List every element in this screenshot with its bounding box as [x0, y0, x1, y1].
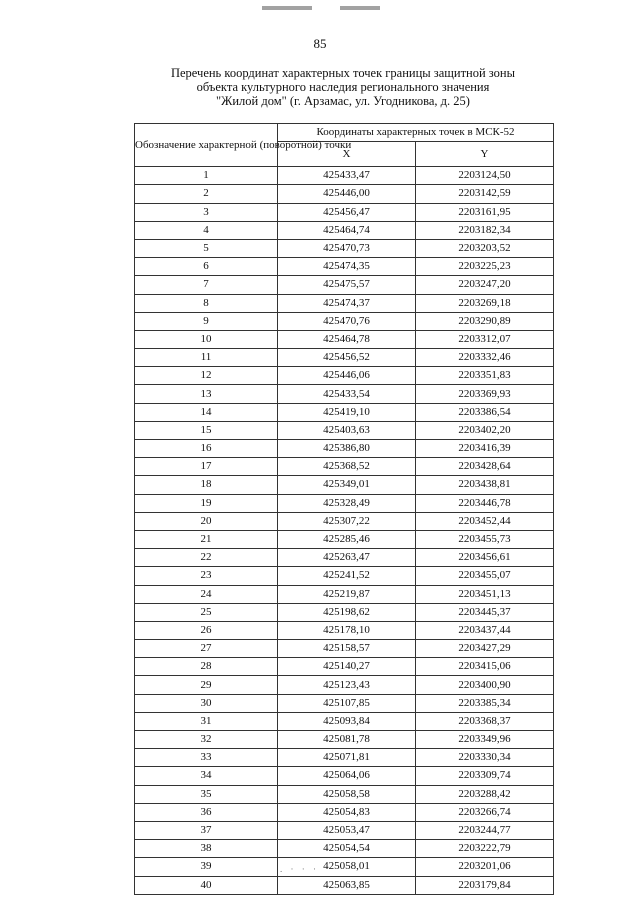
y-coordinate-cell: 2203402,20 [416, 421, 554, 439]
y-coordinate-cell: 2203427,29 [416, 640, 554, 658]
table-row [135, 876, 554, 894]
point-number-cell: 35 [135, 785, 278, 803]
point-number-cell: 31 [135, 712, 278, 730]
x-coordinate-cell: 425285,46 [278, 530, 416, 548]
x-coordinate-cell: 425474,37 [278, 294, 416, 312]
table-row [135, 731, 554, 749]
y-coordinate-cell: 2203124,50 [416, 167, 554, 185]
table-row [135, 349, 554, 367]
table-row [135, 840, 554, 858]
x-coordinate-cell: 425178,10 [278, 621, 416, 639]
y-coordinate-cell: 2203455,73 [416, 530, 554, 548]
y-coordinate-cell: 2203451,13 [416, 585, 554, 603]
x-coordinate-cell: 425446,00 [278, 185, 416, 203]
y-coordinate-cell: 2203415,06 [416, 658, 554, 676]
x-coordinate-cell: 425053,47 [278, 821, 416, 839]
x-coordinate-cell: 425140,27 [278, 658, 416, 676]
x-coordinate-cell: 425054,83 [278, 803, 416, 821]
x-coordinate-cell: 425446,06 [278, 367, 416, 385]
table-row [135, 458, 554, 476]
table-row [135, 367, 554, 385]
y-coordinate-cell: 2203244,77 [416, 821, 554, 839]
x-coordinate-cell: 425474,35 [278, 258, 416, 276]
y-coordinate-cell: 2203330,34 [416, 749, 554, 767]
document-title [0, 66, 640, 108]
point-number-cell: 20 [135, 512, 278, 530]
table-row [135, 530, 554, 548]
x-coordinate-cell: 425433,54 [278, 385, 416, 403]
table-row [135, 512, 554, 530]
table-row [135, 312, 554, 330]
table-row [135, 494, 554, 512]
coordinates-header: Координаты характерных точек в МСК-52 [278, 124, 554, 142]
x-coordinate-cell: 425328,49 [278, 494, 416, 512]
table-row [135, 749, 554, 767]
x-coordinate-cell: 425403,63 [278, 421, 416, 439]
x-coordinate-cell: 425349,01 [278, 476, 416, 494]
point-number-cell: 9 [135, 312, 278, 330]
table-row [135, 185, 554, 203]
table-row [135, 385, 554, 403]
point-number-cell: 25 [135, 603, 278, 621]
x-coordinate-cell: 425433,47 [278, 167, 416, 185]
point-number-cell: 15 [135, 421, 278, 439]
y-coordinate-cell: 2203386,54 [416, 403, 554, 421]
point-number-cell: 34 [135, 767, 278, 785]
table-row [135, 294, 554, 312]
x-coordinate-cell: 425456,47 [278, 203, 416, 221]
x-coordinate-cell: 425158,57 [278, 640, 416, 658]
table-row [135, 858, 554, 876]
x-coordinate-cell: 425464,78 [278, 330, 416, 348]
x-coordinate-cell: 425475,57 [278, 276, 416, 294]
coordinates-body [135, 167, 554, 895]
point-number-cell: 33 [135, 749, 278, 767]
table-row [135, 694, 554, 712]
table-row [135, 167, 554, 185]
x-coordinate-cell: 425064,06 [278, 767, 416, 785]
y-coordinate-cell: 2203385,34 [416, 694, 554, 712]
point-number-cell: 37 [135, 821, 278, 839]
title-line: объекта культурного наследия регионального значения [196, 80, 490, 94]
point-number-cell: 2 [135, 185, 278, 203]
y-coordinate-cell: 2203455,07 [416, 567, 554, 585]
title-line: Перечень координат характерных точек границы защитной зоны [170, 66, 516, 80]
y-coordinate-cell: 2203161,95 [416, 203, 554, 221]
table-row [135, 640, 554, 658]
x-coordinate-cell: 425464,74 [278, 221, 416, 239]
x-coordinate-cell: 425058,58 [278, 785, 416, 803]
x-coordinate-cell: 425470,76 [278, 312, 416, 330]
y-coordinate-cell: 2203368,37 [416, 712, 554, 730]
y-coordinate-cell: 2203351,83 [416, 367, 554, 385]
point-number-cell: 16 [135, 440, 278, 458]
x-coordinate-cell: 425456,52 [278, 349, 416, 367]
y-coordinate-cell: 2203456,61 [416, 549, 554, 567]
y-coordinate-cell: 2203290,89 [416, 312, 554, 330]
y-coordinate-cell: 2203142,59 [416, 185, 554, 203]
point-number-cell: 14 [135, 403, 278, 421]
point-number-cell: 29 [135, 676, 278, 694]
point-number-cell: 17 [135, 458, 278, 476]
y-coordinate-cell: 2203203,52 [416, 239, 554, 257]
point-number-cell: 21 [135, 530, 278, 548]
table-row [135, 585, 554, 603]
y-coordinate-cell: 2203269,18 [416, 294, 554, 312]
scan-artifact [340, 6, 380, 10]
point-number-cell: 1 [135, 167, 278, 185]
y-coordinate-cell: 2203452,44 [416, 512, 554, 530]
table-row [135, 549, 554, 567]
point-number-cell: 4 [135, 221, 278, 239]
point-number-cell: 8 [135, 294, 278, 312]
point-number-cell: 18 [135, 476, 278, 494]
y-coordinate-cell: 2203400,90 [416, 676, 554, 694]
x-coordinate-cell: 425054,54 [278, 840, 416, 858]
point-number-cell: 22 [135, 549, 278, 567]
point-number-cell: 26 [135, 621, 278, 639]
point-number-cell: 30 [135, 694, 278, 712]
y-coordinate-cell: 2203438,81 [416, 476, 554, 494]
y-coordinate-cell: 2203332,46 [416, 349, 554, 367]
table-row [135, 567, 554, 585]
page-number: 85 [313, 36, 327, 51]
x-coordinate-cell: 425093,84 [278, 712, 416, 730]
y-coordinate-cell: 2203179,84 [416, 876, 554, 894]
x-coordinate-cell: 425307,22 [278, 512, 416, 530]
table-row [135, 621, 554, 639]
point-number-cell: 27 [135, 640, 278, 658]
y-coordinate-cell: 2203437,44 [416, 621, 554, 639]
scan-artifact: . · · · [280, 864, 319, 874]
coordinates-table [134, 123, 554, 895]
y-coordinate-cell: 2203182,34 [416, 221, 554, 239]
point-designation-header: Обозначение характерной (поворотной) точки [135, 124, 278, 167]
table-row [135, 803, 554, 821]
x-coordinate-cell: 425470,73 [278, 239, 416, 257]
y-coordinate-cell: 2203416,39 [416, 440, 554, 458]
table-row [135, 258, 554, 276]
point-number-cell: 12 [135, 367, 278, 385]
x-coordinate-cell: 425241,52 [278, 567, 416, 585]
x-coordinate-cell: 425419,10 [278, 403, 416, 421]
x-coordinate-cell: 425107,85 [278, 694, 416, 712]
x-coordinate-cell: 425058,01 [278, 858, 416, 876]
point-number-cell: 10 [135, 330, 278, 348]
point-number-cell: 3 [135, 203, 278, 221]
y-coordinate-cell: 2203222,79 [416, 840, 554, 858]
x-column-header: X [278, 142, 416, 167]
point-number-cell: 13 [135, 385, 278, 403]
table-row [135, 239, 554, 257]
point-number-cell: 23 [135, 567, 278, 585]
table-row [135, 421, 554, 439]
table-row [135, 785, 554, 803]
table-row [135, 767, 554, 785]
y-coordinate-cell: 2203446,78 [416, 494, 554, 512]
title-line: "Жилой дом" (г. Арзамас, ул. Угодникова, д. 25) [216, 94, 470, 108]
y-coordinate-cell: 2203247,20 [416, 276, 554, 294]
x-coordinate-cell: 425081,78 [278, 731, 416, 749]
y-coordinate-cell: 2203288,42 [416, 785, 554, 803]
table-row [135, 658, 554, 676]
table-row [135, 476, 554, 494]
point-number-cell: 40 [135, 876, 278, 894]
x-coordinate-cell: 425198,62 [278, 603, 416, 621]
table-row [135, 276, 554, 294]
x-coordinate-cell: 425219,87 [278, 585, 416, 603]
table-row [135, 403, 554, 421]
point-number-cell: 28 [135, 658, 278, 676]
x-coordinate-cell: 425123,43 [278, 676, 416, 694]
point-number-cell: 11 [135, 349, 278, 367]
y-coordinate-cell: 2203266,74 [416, 803, 554, 821]
x-coordinate-cell: 425071,81 [278, 749, 416, 767]
table-row [135, 676, 554, 694]
point-number-cell: 5 [135, 239, 278, 257]
x-coordinate-cell: 425063,85 [278, 876, 416, 894]
y-coordinate-cell: 2203225,23 [416, 258, 554, 276]
point-number-cell: 7 [135, 276, 278, 294]
table-row [135, 330, 554, 348]
y-coordinate-cell: 2203349,96 [416, 731, 554, 749]
y-coordinate-cell: 2203309,74 [416, 767, 554, 785]
point-number-cell: 39 [135, 858, 278, 876]
scan-artifact [262, 6, 312, 10]
table-row [135, 603, 554, 621]
point-number-cell: 6 [135, 258, 278, 276]
table-row [135, 440, 554, 458]
table-row [135, 712, 554, 730]
y-coordinate-cell: 2203312,07 [416, 330, 554, 348]
table-row [135, 221, 554, 239]
y-coordinate-cell: 2203201,06 [416, 858, 554, 876]
y-column-header: Y [416, 142, 554, 167]
point-number-cell: 32 [135, 731, 278, 749]
y-coordinate-cell: 2203445,37 [416, 603, 554, 621]
y-coordinate-cell: 2203369,93 [416, 385, 554, 403]
point-number-cell: 24 [135, 585, 278, 603]
table-row [135, 821, 554, 839]
table-row [135, 203, 554, 221]
y-coordinate-cell: 2203428,64 [416, 458, 554, 476]
point-number-cell: 38 [135, 840, 278, 858]
x-coordinate-cell: 425263,47 [278, 549, 416, 567]
x-coordinate-cell: 425386,80 [278, 440, 416, 458]
x-coordinate-cell: 425368,52 [278, 458, 416, 476]
point-number-cell: 19 [135, 494, 278, 512]
point-number-cell: 36 [135, 803, 278, 821]
